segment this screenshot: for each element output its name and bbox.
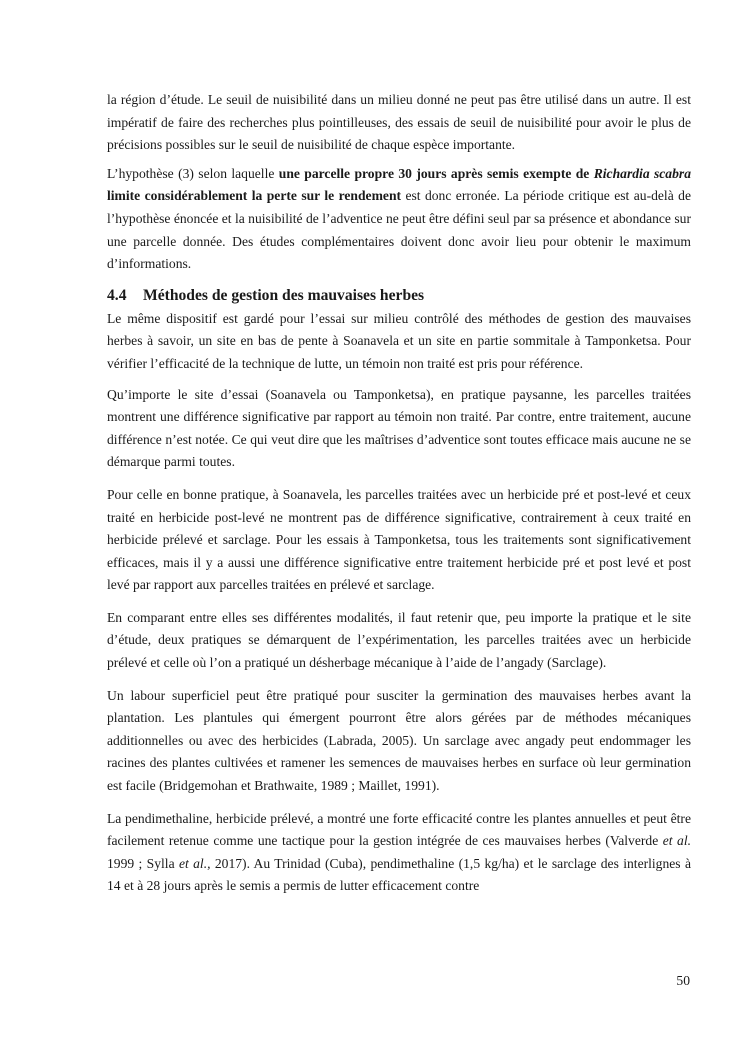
hypothese-bold-1: une parcelle propre 30 jours après semis exempte de [278, 165, 594, 181]
hypothese-conclusion: est donc erronée. La période critique est au-delà de l’hypothèse énoncée et la nuisibilité de l’adventice ne peut être défini seul par sa présence et abondance sur une parcelle donnée. Des études complémentaires doivent donc avoir lieu pour obtenir le maximum d’informations. [107, 188, 691, 272]
pendimethaline-text-1: La pendimethaline, herbicide prélevé, a montré une forte efficacité contre les plantes annuelles et peut être facilement retenue comme une tactique pour la gestion intégrée de ces mauvaises herbes (Valverde [107, 810, 691, 849]
species-name: Richardia scabra [593, 165, 691, 181]
section-number: 4.4 [107, 286, 127, 304]
pendimethaline-text-2: 1999 ; Sylla [107, 855, 179, 871]
section-title: Méthodes de gestion des mauvaises herbes [143, 286, 425, 304]
paragraph-hypothese-3 [107, 163, 691, 276]
section-heading [107, 286, 691, 306]
page-body [107, 89, 691, 908]
hypothese-bold-2: limite considérablement la perte sur le rendement [107, 188, 402, 204]
pendimethaline-text-3: 2017). Au Trinidad (Cuba), pendimethaline (1,5 kg/ha) et le sarclage des interlignes à 14 et à 28 jours après le semis a permis de lutter efficacement contre [107, 855, 691, 894]
hypothese-intro: L’hypothèse (3) selon laquelle [107, 165, 279, 181]
paragraph-dispositif: Le même dispositif est gardé pour l’essai sur milieu contrôlé des méthodes de gestion des mauvaises herbes à savoir, un site en bas de pente à Soanavela et un site en partie sommitale à Tamponketsa. Pour vérifier l’efficacité de la technique de lutte, un témoin non traité est pris pour référence. [107, 310, 691, 371]
page-number: 50 [676, 973, 690, 988]
citation-et-al-2: et al., [178, 855, 211, 871]
paragraph-pratique-paysanne: Qu’importe le site d’essai (Soanavela ou Tamponketsa), en pratique paysanne, les parcelles traitées montrent une différence significative par rapport au témoin non traité. Par contre, entre traitement, aucune différence n’est notée. Ce qui veut dire que les maîtrises d’adventice sont toutes efficace mais aucune ne se démarque parmi toutes. [107, 386, 691, 470]
paragraph-pendimethaline [107, 808, 691, 898]
paragraph-comparaison: En comparant entre elles ses différentes modalités, il faut retenir que, peu importe la pratique et le site d’étude, deux pratiques se démarquent de l’expérimentation, les parcelles traitées avec un herbicide prélevé et celle où l’on a pratiqué un désherbage mécanique à l’aide de l’angady (Sarclage). [107, 609, 691, 671]
paragraph-bonne-pratique: Pour celle en bonne pratique, à Soanavela, les parcelles traitées avec un herbicide pré et post-levé et ceux traité en herbicide post-levé ne montrent pas de différence significative, contrairement à ceux traité en herbicide prélevé et sarclage. Pour les essais à Tamponketsa, tous les traitements sont significativement efficaces, mais il y a aussi une différence significative entre traitement herbicide pré et post levé et post levé par rapport aux parcelles traitées en prélevé et sarclage. [107, 486, 691, 593]
citation-et-al-1: et al. [662, 833, 692, 849]
paragraph-labour-superficiel: Un labour superficiel peut être pratiqué pour susciter la germination des mauvaises herbes avant la plantation. Les plantules qui émergent pourront être alors gérées par de méthodes mécaniques additionnelles ou avec des herbicides (Labrada, 2005). Un sarclage avec angady peut endommager les racines des plantes cultivées et ramener les semences de mauvaises herbes en surface où leur germination est facile (Bridgemohan et Brathwaite, 1989 ; Maillet, 1991). [107, 687, 691, 794]
paragraph-seuil-nuisibilite: la région d’étude. Le seuil de nuisibilité dans un milieu donné ne peut pas être utilisé dans un autre. Il est impératif de faire des recherches plus pointilleuses, des essais de seuil de nuisibilité pour avoir le plus de précisions possibles sur le seuil de nuisibilité de chaque espèce importante. [107, 92, 691, 153]
